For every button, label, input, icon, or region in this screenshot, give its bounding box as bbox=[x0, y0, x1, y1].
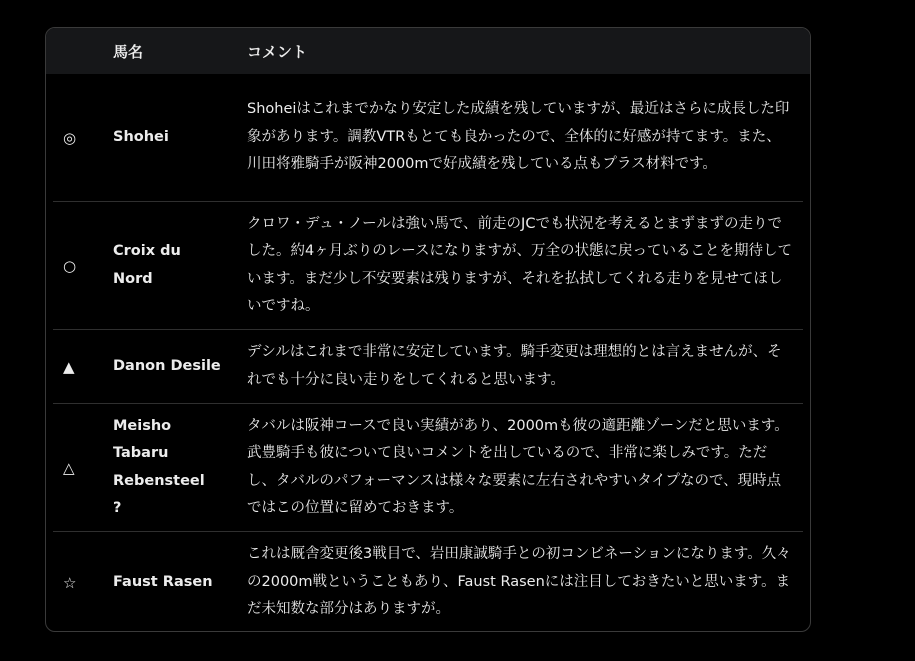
horse-name: Croix du Nord bbox=[113, 243, 181, 287]
mark-circle: ○ bbox=[63, 256, 77, 275]
table-row bbox=[53, 74, 803, 202]
horse-name: Faust Rasen bbox=[113, 573, 213, 590]
horse-name: Shohei bbox=[113, 128, 169, 145]
table-header bbox=[46, 28, 810, 74]
horse-comment: タバルは阪神コースで良い実績があり、2000mも彼の適距離ゾーンだと思います。武豊騎手も彼について良いコメントを出しているので、非常に楽しみです。ただし、タバルのパフォーマンスは様々な要素に左右されやすいタイプなので、現時点ではこの位置に留めておきます。 bbox=[247, 417, 789, 516]
table-row bbox=[53, 532, 803, 632]
prediction-table bbox=[45, 27, 811, 632]
horse-name: Meisho Tabaru Rebensteel ? bbox=[113, 417, 205, 516]
mark-triangle-outline: △ bbox=[63, 458, 75, 477]
mark-triangle-filled: ▲ bbox=[63, 357, 75, 376]
mark-double-circle: ◎ bbox=[63, 128, 77, 147]
table-row bbox=[53, 330, 803, 404]
horse-comment: デシルはこれまで非常に安定しています。騎手変更は理想的とは言えませんが、それでも十分に良い走りをしてくれると思います。 bbox=[247, 344, 782, 388]
header-comment: コメント bbox=[247, 42, 308, 61]
table-row bbox=[53, 404, 803, 532]
horse-comment: これは厩舎変更後3戦目で、岩田康誠騎手との初コンビネーションになります。久々の2000m戦ということもあり、Faust Rasenには注目しておきたいと思います。まだ未知数な部分はありますが。 bbox=[247, 546, 791, 618]
horse-comment: クロワ・デュ・ノールは強い馬で、前走のJCでも状況を考えるとまずまずの走りでした。約4ヶ月ぶりのレースになりますが、万全の状態に戻っていることを期待しています。まだ少し不安要素は残りますが、それを払拭してくれる走りを見せてほしいですね。 bbox=[247, 215, 792, 314]
horse-name: Danon Desile bbox=[113, 357, 221, 374]
horse-comment: Shoheiはこれまでかなり安定した成績を残していますが、最近はさらに成長した印象があります。調教VTRもとても良かったので、全体的に好感が持てます。また、川田将雅騎手が阪神2000mで好成績を残している点もプラス材料です。 bbox=[247, 101, 790, 173]
header-horse-name: 馬名 bbox=[113, 42, 144, 61]
mark-star: ☆ bbox=[63, 573, 77, 592]
table-row bbox=[53, 202, 803, 330]
